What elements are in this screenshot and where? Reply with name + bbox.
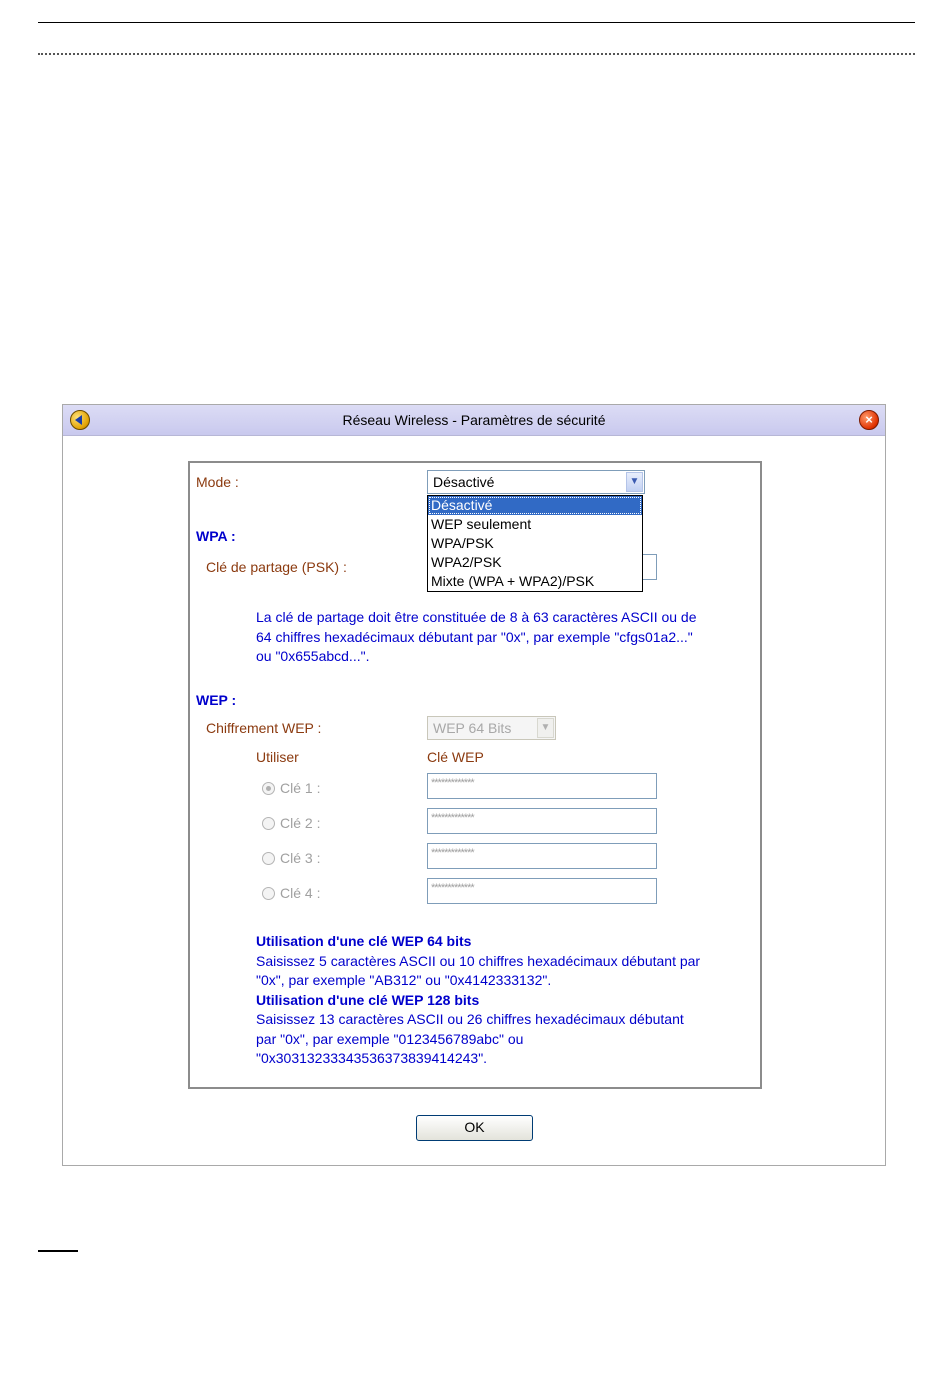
wep-encryption-value: WEP 64 Bits — [433, 720, 512, 736]
key1-value: ************* — [431, 777, 474, 789]
key1-input[interactable] — [427, 773, 657, 799]
wep-encryption-select[interactable] — [427, 716, 556, 740]
mode-label: Mode : — [196, 474, 239, 490]
settings-panel — [188, 461, 762, 1089]
key3-input[interactable] — [427, 843, 657, 869]
mode-option-disabled[interactable]: Désactivé — [428, 496, 642, 515]
key2-value: ************* — [431, 812, 474, 824]
wep128-text-line: "0x30313233343536373839414243". — [256, 1050, 488, 1066]
key1-label: Clé 1 : — [280, 780, 321, 796]
key3-radio[interactable] — [262, 852, 275, 865]
security-dialog — [62, 404, 886, 1166]
wep64-text-line: "0x", par exemple "AB312" ou "0x4142333132". — [256, 972, 552, 988]
col-key-header: Clé WEP — [427, 749, 484, 765]
wep-heading: WEP : — [196, 692, 237, 708]
footer-rule — [38, 1250, 78, 1252]
dialog-title: Réseau Wireless - Paramètres de sécurité — [342, 412, 606, 428]
mode-select[interactable] — [427, 470, 645, 494]
key3-value: ************* — [431, 847, 474, 859]
wep128-heading: Utilisation d'une clé WEP 128 bits — [256, 991, 480, 1008]
key3-label: Clé 3 : — [280, 850, 321, 866]
ok-button[interactable]: OK — [416, 1115, 533, 1141]
chevron-down-icon[interactable]: ▼ — [626, 472, 643, 492]
wep128-text-line: Saisissez 13 caractères ASCII ou 26 chiffres hexadécimaux débutant — [256, 1011, 684, 1027]
key2-radio[interactable] — [262, 817, 275, 830]
key1-radio[interactable] — [262, 782, 275, 795]
wep128-text-line: par "0x", par exemple "0123456789abc" ou — [256, 1030, 524, 1047]
key4-radio[interactable] — [262, 887, 275, 900]
key4-value: ************* — [431, 882, 474, 894]
wpa-note-line: La clé de partage doit être constituée de 8 à 63 caractères ASCII ou de — [256, 609, 697, 625]
mode-dropdown-list — [427, 495, 643, 592]
top-rule — [38, 22, 915, 23]
mode-option-wpa-psk[interactable]: WPA/PSK — [431, 535, 494, 551]
close-icon[interactable]: × — [859, 410, 879, 430]
wpa-note-line: 64 chiffres hexadécimaux débutant par "0x", par exemple "cfgs01a2..." — [256, 628, 693, 645]
chevron-down-icon[interactable]: ▼ — [537, 718, 554, 738]
psk-label: Clé de partage (PSK) : — [206, 559, 347, 575]
dialog-titlebar — [63, 405, 885, 436]
wpa-note-line: ou "0x655abcd...". — [256, 648, 370, 664]
key4-input[interactable] — [427, 878, 657, 904]
col-use-header: Utiliser — [256, 749, 299, 765]
wep64-text-line: Saisissez 5 caractères ASCII ou 10 chiffres hexadécimaux débutant par — [256, 952, 701, 969]
mode-option-wep[interactable]: WEP seulement — [431, 516, 532, 532]
wpa-note — [256, 608, 697, 667]
key4-label: Clé 4 : — [280, 885, 321, 901]
mode-option-mixed[interactable]: Mixte (WPA + WPA2)/PSK — [431, 573, 595, 589]
mode-select-value: Désactivé — [433, 474, 495, 490]
wep-encryption-label: Chiffrement WEP : — [206, 720, 322, 736]
key2-input[interactable] — [427, 808, 657, 834]
wpa-heading: WPA : — [196, 528, 236, 544]
mode-option-wpa2-psk[interactable]: WPA2/PSK — [431, 554, 502, 570]
dotted-separator — [38, 53, 915, 55]
wep64-heading: Utilisation d'une clé WEP 64 bits — [256, 933, 472, 949]
wep-help — [256, 932, 700, 1069]
key2-label: Clé 2 : — [280, 815, 321, 831]
